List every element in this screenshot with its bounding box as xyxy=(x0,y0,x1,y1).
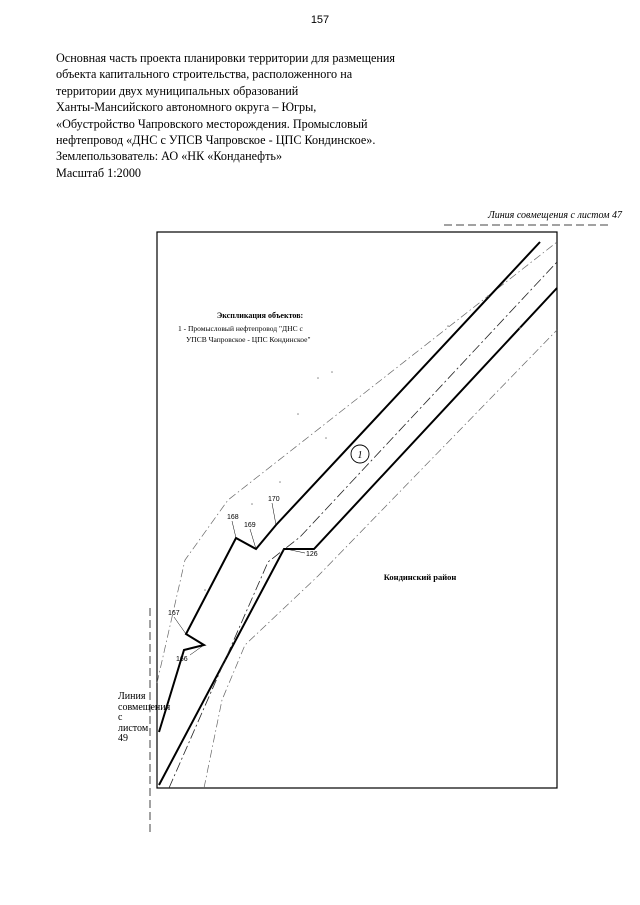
point-label: 166 xyxy=(176,656,188,663)
header-line: «Обустройство Чапровского месторождения. Промысловый xyxy=(56,116,368,131)
point-leader xyxy=(232,521,236,538)
point-leader xyxy=(174,617,186,634)
point-label: 169 xyxy=(244,522,256,529)
match-line-label-top: Линия совмещения с листом 47 xyxy=(487,210,622,221)
header-line: нефтепровод «ДНС с УПСВ Чапровское - ЦПС Кондинское». xyxy=(56,133,376,148)
page-number: 157 xyxy=(310,14,330,26)
point-label: 167 xyxy=(168,610,180,617)
district-label: Кондинский район xyxy=(383,572,457,582)
header-line: Землепользователь: АО «НК «Конданефть» xyxy=(56,149,283,164)
header-line: объекта капитального строительства, расположенного на xyxy=(56,67,353,82)
header-line: Основная часть проекта планировки территории для размещения xyxy=(56,51,396,65)
explication-line: 1 - Промысловый нефтепровод "ДНС с xyxy=(178,324,303,333)
explication-line: УПСВ Чапровское - ЦПС Кондинское" xyxy=(186,335,311,344)
point-label: 168 xyxy=(227,514,239,521)
point-label: 170 xyxy=(268,496,280,503)
match-line-label-left: Линия совмещения с листом 49 xyxy=(118,691,171,745)
explication-title: Экспликация объектов: xyxy=(216,311,304,320)
point-leader xyxy=(272,503,276,525)
object-number: 1 xyxy=(357,450,363,461)
header-line: Масштаб 1:2000 xyxy=(56,165,142,180)
boundary-line-right xyxy=(159,288,557,785)
header-line: территории двух муниципальных образований xyxy=(56,83,299,98)
point-label: 126 xyxy=(306,551,318,558)
header-line: Ханты-Мансийского автономного округа – Югры, xyxy=(56,100,317,115)
zone-boundary-right xyxy=(204,330,557,788)
